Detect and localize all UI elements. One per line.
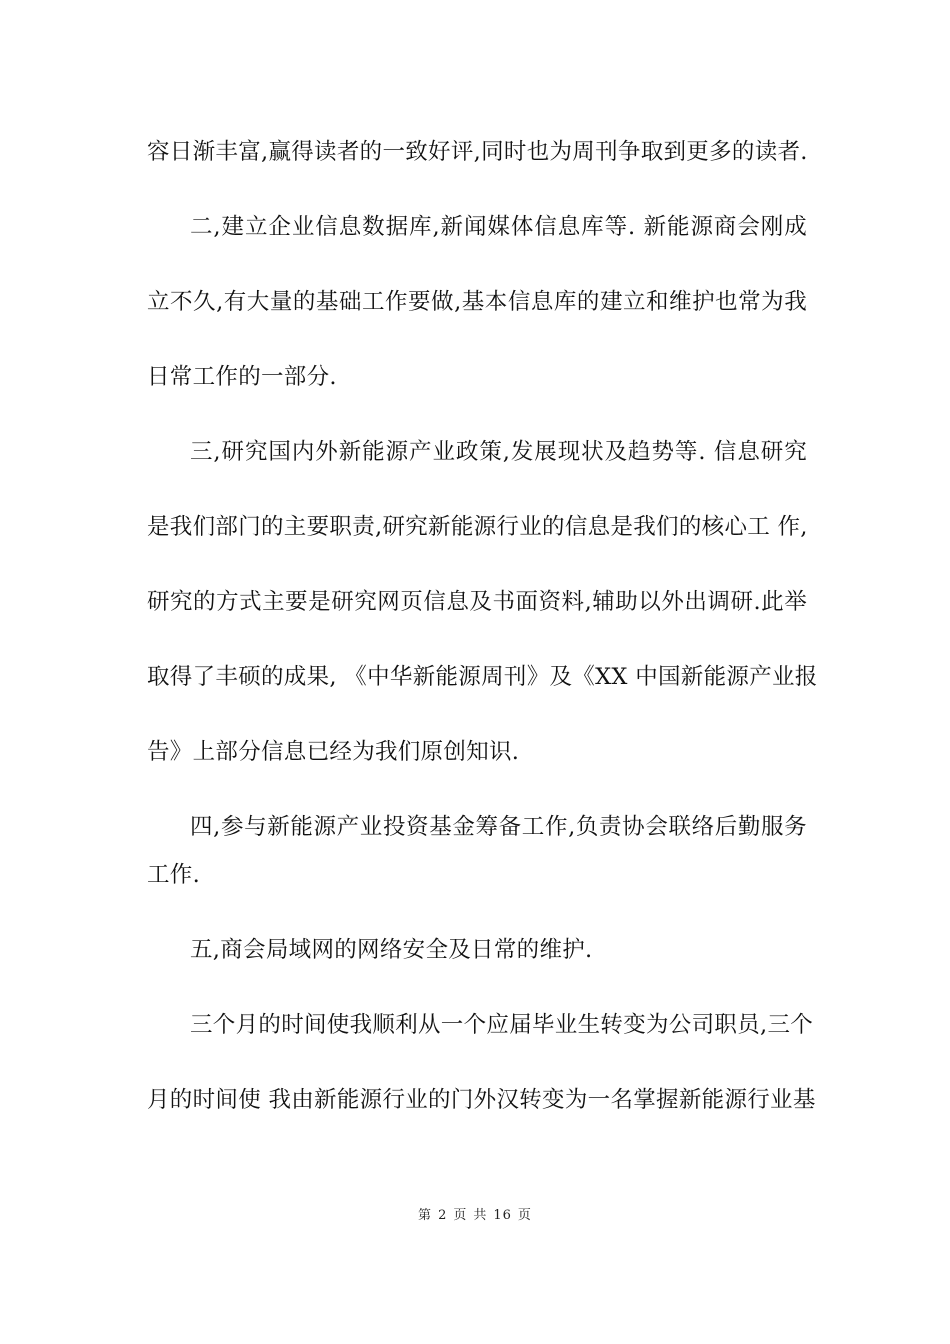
text-line: 取得了丰硕的成果, 《中华新能源周刊》及《XX 中国新能源产业报 [147, 664, 818, 690]
text-line: 告》上部分信息已经为我们原创知识. [147, 739, 520, 765]
total-pages-number: 16 [493, 1208, 512, 1223]
footer-label-di: 第 [418, 1208, 433, 1223]
text-line: 月的时间使 我由新能源行业的门外汉转变为一名掌握新能源行业基 [147, 1087, 816, 1113]
current-page-number: 2 [438, 1208, 448, 1223]
footer-label-ye: 页 [517, 1208, 532, 1223]
text-line: 是我们部门的主要职责,研究新能源行业的信息是我们的核心工 作, [147, 514, 808, 540]
text-line: 三个月的时间使我顺利从一个应届毕业生转变为公司职员,三个 [190, 1012, 814, 1038]
text-line: 二,建立企业信息数据库,新闻媒体信息库等. 新能源商会刚成 [190, 214, 807, 240]
text-line: 五,商会局域网的网络安全及日常的维护. [190, 937, 593, 963]
text-line: 三,研究国内外新能源产业政策,发展现状及趋势等. 信息研究 [190, 439, 807, 465]
page-footer [0, 1206, 950, 1226]
text-line: 立不久,有大量的基础工作要做,基本信息库的建立和维护也常为我 [147, 289, 807, 315]
text-line: 容日渐丰富,赢得读者的一致好评,同时也为周刊争取到更多的读者. [147, 139, 808, 165]
footer-label-ye: 页 [453, 1208, 468, 1223]
text-line: 日常工作的一部分. [147, 364, 337, 390]
text-line: 研究的方式主要是研究网页信息及书面资料,辅助以外出调研.此举 [147, 589, 807, 615]
text-line: 四,参与新能源产业投资基金筹备工作,负责协会联络后勤服务 [190, 814, 807, 840]
footer-label-gong: 共 [473, 1208, 488, 1223]
text-line: 工作. [147, 862, 201, 888]
